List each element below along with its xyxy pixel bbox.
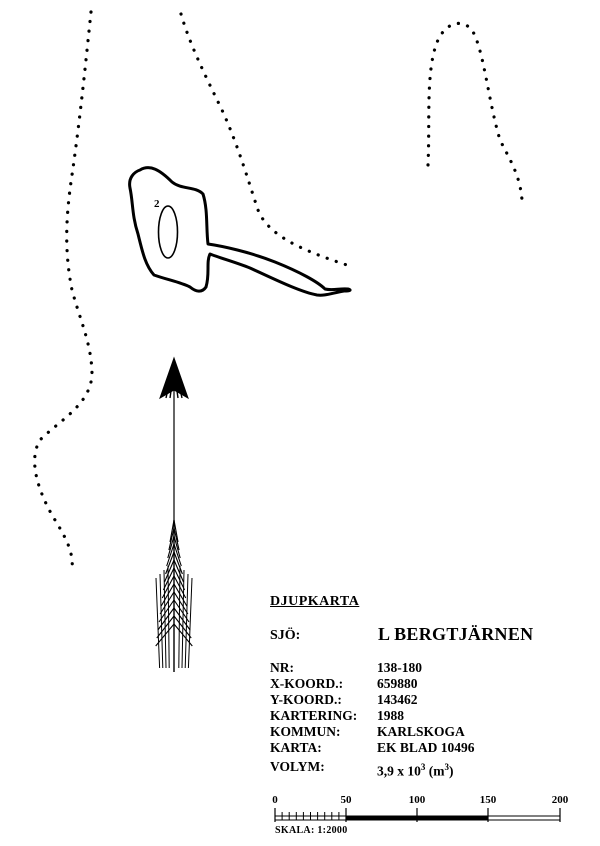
info-key: KOMMUN:: [270, 724, 341, 739]
lake-name: L BERGTJÄRNEN: [378, 624, 534, 644]
info-row-karta: [270, 740, 570, 756]
info-key: X-KOORD.:: [270, 676, 344, 691]
scale-tick-labels: [272, 794, 569, 806]
lake-info-table: [270, 660, 570, 779]
dotted-boundary-east: [428, 23, 522, 200]
info-row-kartering: [270, 708, 570, 724]
scale-segment-50-100: [346, 816, 417, 820]
info-value: 138-180: [377, 660, 422, 675]
map-legend: [270, 594, 590, 779]
info-row-volym: [270, 759, 570, 779]
info-key: NR:: [270, 660, 294, 675]
volume-value: 3,9 x $10^3$ $(m^3)$: [377, 762, 454, 779]
info-key: Y-KOORD.:: [270, 692, 342, 707]
depth-contour-2m: [159, 206, 178, 258]
info-value: 1988: [377, 708, 404, 723]
scale-label: SKALA: 1:2000: [275, 825, 348, 836]
lake-shoreline: [130, 168, 350, 296]
scale-tick-label: 100: [408, 794, 426, 806]
north-arrow: [156, 358, 193, 672]
dotted-boundary-west: [35, 12, 92, 570]
dotted-boundary-lines: [35, 12, 522, 570]
north-arrow-tail: [156, 520, 193, 672]
legend-title: DJUPKARTA: [270, 594, 360, 609]
scale-tick-label: 150: [479, 794, 497, 806]
scale-segment-100-150: [417, 816, 488, 820]
info-row-kommun: [270, 724, 570, 740]
info-row-y-koord: [270, 692, 570, 708]
info-key: VOLYM:: [270, 759, 325, 774]
info-row-x-koord: [270, 676, 570, 692]
scale-tick-label: 50: [340, 794, 352, 806]
depth-contour-label: 2: [154, 198, 160, 210]
info-value: 143462: [377, 692, 418, 707]
lake-label: SJÖ:: [270, 628, 301, 643]
scale-segment-150-200: [488, 816, 560, 820]
info-value: 659880: [377, 676, 418, 691]
info-value: KARLSKOGA: [377, 724, 465, 739]
scale-tick-label: 0: [272, 794, 278, 806]
info-value: EK BLAD 10496: [377, 740, 475, 755]
info-key: KARTERING:: [270, 708, 358, 723]
scale-bar: [275, 808, 560, 822]
info-key: KARTA:: [270, 740, 322, 755]
info-row-nr: [270, 660, 570, 676]
scale-tick-label: 200: [551, 794, 569, 806]
